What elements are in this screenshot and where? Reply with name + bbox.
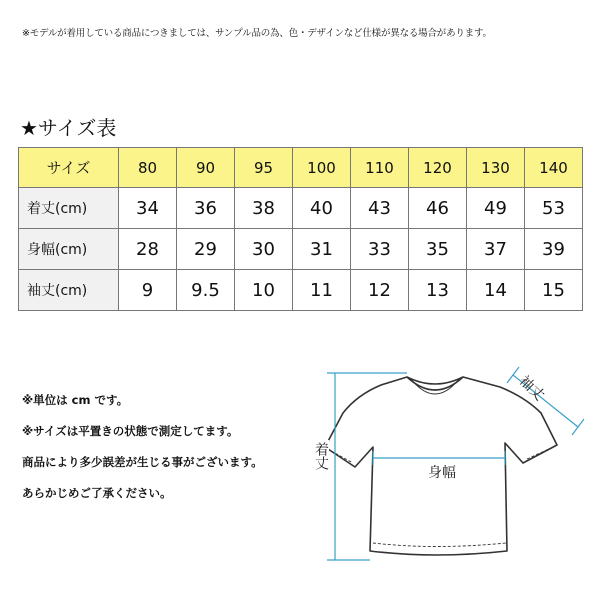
- note-line: あらかじめご了承ください。: [22, 486, 172, 500]
- table-cell: 11: [293, 270, 351, 311]
- table-cell: 31: [293, 229, 351, 270]
- sleeve-label: 袖丈: [515, 373, 548, 404]
- row-label-length: 着丈(cm): [19, 188, 119, 229]
- measurement-diagram: [295, 355, 595, 585]
- length-label: 着丈: [313, 442, 329, 470]
- table-cell: 49: [467, 188, 525, 229]
- table-row: [19, 188, 583, 229]
- note-line: 商品により多少誤差が生じる事がございます。: [22, 455, 263, 469]
- table-cell: 43: [351, 188, 409, 229]
- table-cell: 9: [119, 270, 177, 311]
- size-header-label: サイズ: [19, 148, 119, 188]
- table-cell: 29: [177, 229, 235, 270]
- table-cell: 33: [351, 229, 409, 270]
- table-cell: 14: [467, 270, 525, 311]
- size-header-cell: 140: [525, 148, 583, 188]
- size-header-cell: 95: [235, 148, 293, 188]
- table-cell: 46: [409, 188, 467, 229]
- note-line: ※サイズは平置きの状態で測定してます。: [22, 424, 239, 438]
- note-line: ※単位は cm です。: [22, 393, 129, 407]
- table-cell: 35: [409, 229, 467, 270]
- table-cell: 36: [177, 188, 235, 229]
- table-cell: 28: [119, 229, 177, 270]
- row-label-sleeve: 袖丈(cm): [19, 270, 119, 311]
- row-label-width: 身幅(cm): [19, 229, 119, 270]
- size-header-cell: 120: [409, 148, 467, 188]
- table-cell: 9.5: [177, 270, 235, 311]
- table-cell: 53: [525, 188, 583, 229]
- measurement-notes: [22, 392, 312, 516]
- size-header-cell: 80: [119, 148, 177, 188]
- table-cell: 34: [119, 188, 177, 229]
- table-cell: 13: [409, 270, 467, 311]
- size-header-cell: 100: [293, 148, 351, 188]
- table-row: [19, 270, 583, 311]
- table-cell: 10: [235, 270, 293, 311]
- table-cell: 39: [525, 229, 583, 270]
- table-cell: 12: [351, 270, 409, 311]
- table-cell: 40: [293, 188, 351, 229]
- table-row: [19, 229, 583, 270]
- table-cell: 37: [467, 229, 525, 270]
- size-header-cell: 110: [351, 148, 409, 188]
- table-cell: 38: [235, 188, 293, 229]
- size-header-cell: 90: [177, 148, 235, 188]
- top-disclaimer: ※モデルが着用している商品につきましては、サンプル品の為、色・デザインなど仕様が異なる場合があります。: [22, 28, 492, 39]
- width-label: 身幅: [425, 465, 459, 481]
- size-header-cell: 130: [467, 148, 525, 188]
- size-table-title: ★サイズ表: [20, 116, 117, 140]
- size-table: [18, 147, 583, 311]
- table-cell: 30: [235, 229, 293, 270]
- table-cell: 15: [525, 270, 583, 311]
- size-header-row: [19, 148, 583, 188]
